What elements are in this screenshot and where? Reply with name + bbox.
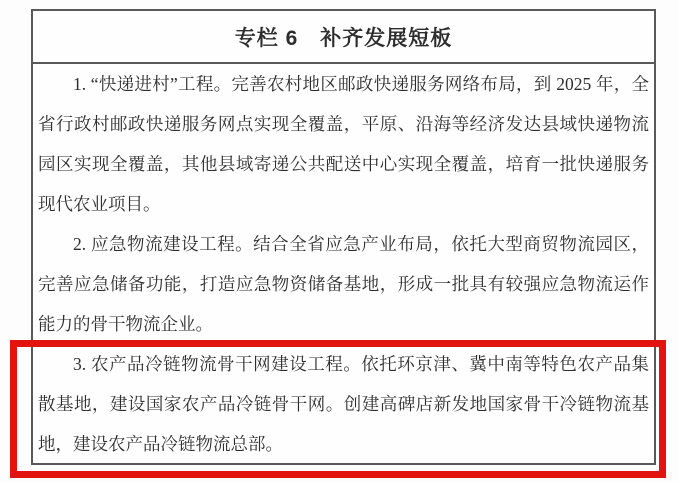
paragraph-express-delivery: 1. “快递进村”工程。完善农村地区邮政快递服务网络布局，到 2025 年，全省行政村邮政快递服务网点实现全覆盖，平原、沿海等经济发达县域快递物流园区实现全覆盖，其他县域寄递公共配送中心实现全覆盖，培育一批快递服务现代农业项目。 xyxy=(38,74,649,214)
panel-title: 专栏 6 补齐发展短板 xyxy=(33,11,654,64)
paragraph-cold-chain: 3. 农产品冷链物流骨干网建设工程。依托环京津、冀中南等特色农产品集散基地，建设国家农产品冷链骨干网。创建高碑店新发地国家骨干冷链物流基地，建设农产品冷链物流总部。 xyxy=(38,354,649,454)
panel-body xyxy=(33,64,654,464)
column-panel xyxy=(31,9,656,465)
paragraph-emergency-logistics: 2. 应急物流建设工程。结合全省应急产业布局，依托大型商贸物流园区，完善应急储备功能，打造应急物资储备基地，形成一批具有较强应急物流运作能力的骨干物流企业。 xyxy=(38,234,649,334)
